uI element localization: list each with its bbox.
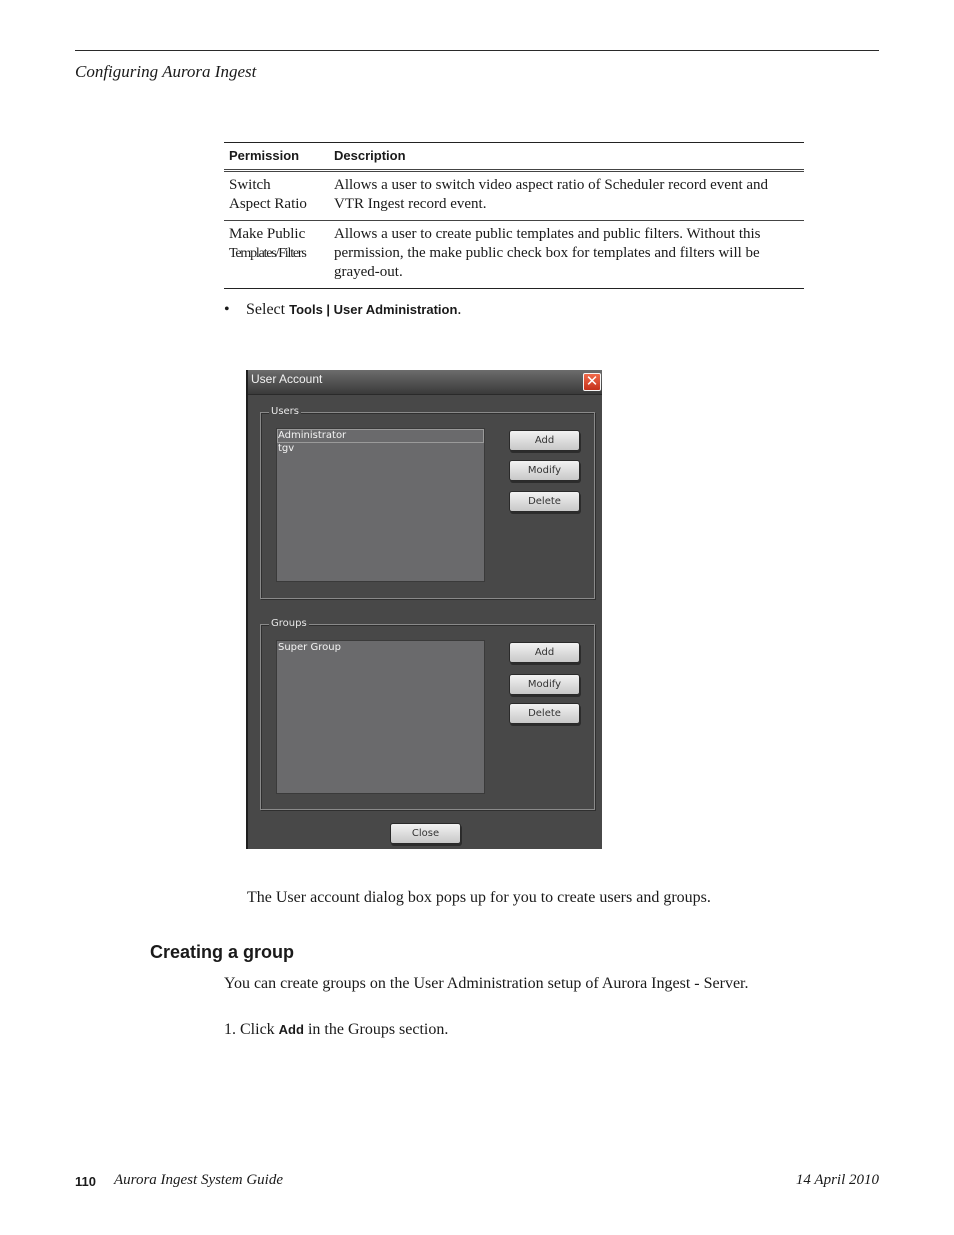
list-item[interactable]: Administrator <box>277 429 484 443</box>
groups-delete-button[interactable]: Delete <box>509 703 580 724</box>
step-prefix: Click <box>240 1021 279 1038</box>
users-modify-button[interactable]: Modify <box>509 460 580 481</box>
list-item[interactable]: tgv <box>278 443 295 454</box>
instruction-bullet <box>224 301 461 319</box>
users-delete-button[interactable]: Delete <box>509 491 580 512</box>
step-number: 1. <box>224 1021 236 1038</box>
bullet-suffix: . <box>457 301 462 318</box>
permission-cell <box>224 221 329 289</box>
menu-path: Tools | User Administration <box>289 302 458 317</box>
groups-label: Groups <box>271 618 307 629</box>
step-ui-label: Add <box>278 1022 304 1037</box>
groups-modify-button[interactable]: Modify <box>509 674 580 695</box>
list-item[interactable]: Super Group <box>278 642 341 653</box>
bullet-marker: • <box>224 301 230 318</box>
groups-list[interactable] <box>276 640 485 794</box>
column-header-permission: Permission <box>224 143 329 171</box>
permission-name-line2: Templates/Filters <box>229 246 306 261</box>
header-rule <box>75 50 879 51</box>
step-1 <box>224 1021 448 1039</box>
section-intro: You can create groups on the User Administration setup of Aurora Ingest - Server. <box>224 975 749 992</box>
users-add-button[interactable]: Add <box>509 430 580 451</box>
table-row <box>224 221 804 289</box>
description-cell: Allows a user to create public templates and public filters. Without this permission, the make public check box for templates and filters will be grayed-out. <box>329 221 804 289</box>
column-header-description: Description <box>329 143 804 171</box>
permission-name-line1: Switch <box>229 177 271 193</box>
close-icon[interactable]: ✕ <box>583 373 601 391</box>
page-number: 110 <box>75 1174 96 1189</box>
users-list[interactable] <box>276 428 485 582</box>
description-cell: Allows a user to switch video aspect ratio of Scheduler record event and VTR Ingest record event. <box>329 171 804 221</box>
table-row <box>224 171 804 221</box>
permission-name-line2: Aspect Ratio <box>229 196 307 212</box>
dialog-title: User Account <box>251 372 323 386</box>
section-heading: Creating a group <box>150 942 295 962</box>
groups-add-button[interactable]: Add <box>509 642 580 663</box>
user-account-dialog <box>246 370 602 849</box>
permission-cell <box>224 171 329 221</box>
bullet-prefix: Select <box>246 301 290 318</box>
users-label: Users <box>271 406 300 417</box>
close-button[interactable]: Close <box>390 823 461 844</box>
permissions-table <box>224 142 804 289</box>
dialog-caption: The User account dialog box pops up for you to create users and groups. <box>247 889 711 906</box>
permission-name-line1: Make Public <box>229 226 306 242</box>
guide-title: Aurora Ingest System Guide <box>114 1172 283 1188</box>
running-header: Configuring Aurora Ingest <box>75 62 257 81</box>
step-suffix: in the Groups section. <box>303 1021 449 1038</box>
dialog-titlebar <box>248 370 602 395</box>
publication-date: 14 April 2010 <box>795 1172 879 1188</box>
